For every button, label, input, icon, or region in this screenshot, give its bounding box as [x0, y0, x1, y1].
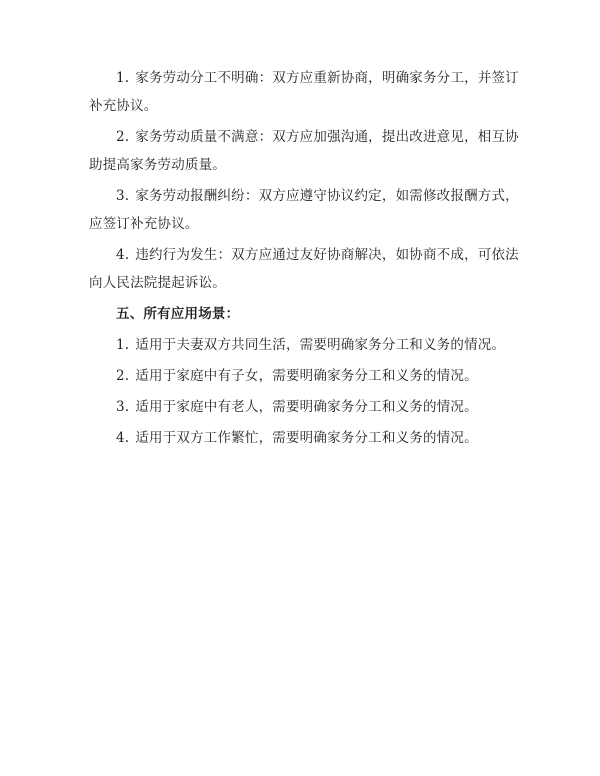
list-text: 适用于家庭中有子女，需要明确家务分工和义务的情况。 — [135, 368, 478, 384]
dispute-item-3 — [89, 182, 519, 238]
list-number: 3. — [116, 399, 130, 415]
list-number: 4. — [116, 430, 130, 446]
document-body — [89, 64, 519, 455]
list-text: 家务劳动分工不明确：双方应重新协商，明确家务分工，并签订补充协议。 — [89, 70, 519, 114]
dispute-item-1 — [89, 64, 519, 120]
list-text: 家务劳动报酬纠纷：双方应遵守协议约定，如需修改报酬方式，应签订补充协议。 — [89, 188, 519, 232]
list-text: 适用于夫妻双方共同生活，需要明确家务分工和义务的情况。 — [135, 337, 506, 353]
list-text: 家务劳动质量不满意：双方应加强沟通，提出改进意见，相互协助提高家务劳动质量。 — [89, 129, 519, 173]
dispute-item-2 — [89, 123, 519, 179]
list-text: 适用于双方工作繁忙，需要明确家务分工和义务的情况。 — [135, 430, 478, 446]
list-number: 1. — [116, 70, 130, 86]
list-number: 1. — [116, 337, 130, 353]
list-number: 2. — [116, 129, 130, 145]
list-number: 3. — [116, 188, 130, 204]
scenario-item-3 — [89, 393, 519, 421]
list-number: 4. — [116, 247, 130, 263]
list-text: 违约行为发生：双方应通过友好协商解决，如协商不成，可依法向人民法院提起诉讼。 — [89, 247, 519, 291]
list-number: 2. — [116, 368, 130, 384]
list-text: 适用于家庭中有老人，需要明确家务分工和义务的情况。 — [135, 399, 478, 415]
scenario-item-4 — [89, 424, 519, 452]
scenario-item-1 — [89, 331, 519, 359]
section-heading: 五、所有应用场景： — [116, 306, 240, 322]
scenario-item-2 — [89, 362, 519, 390]
dispute-item-4 — [89, 241, 519, 297]
